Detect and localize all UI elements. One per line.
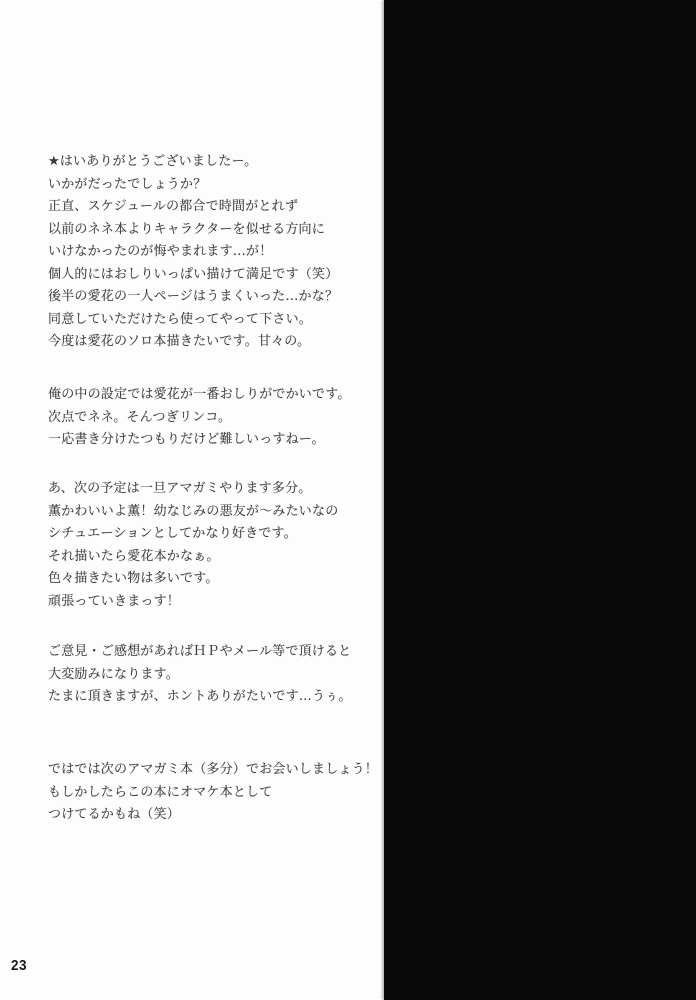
afterword-line: いかがだったでしょうか？ — [48, 176, 207, 192]
afterword-line: それ描いたら愛花本かなぁ。 — [48, 548, 220, 564]
afterword-paragraph-5 — [48, 759, 378, 827]
afterword-line: 個人的にはおしりいっぱい描けて満足です（笑） — [48, 266, 339, 282]
afterword-line: つけてるかもね（笑） — [48, 807, 181, 822]
afterword-line: 一応書き分けたつもりだけど難しいっすねー。 — [48, 432, 325, 447]
afterword-line: ご意見・ご感想があればＨＰやメール等で頂けると — [48, 644, 352, 659]
afterword-line: いけなかったのが悔やまれます…が！ — [48, 244, 273, 259]
afterword-line: 後半の愛花の一人ページはうまくいった…かな？ — [48, 289, 339, 304]
afterword-line: 以前のネネ本よりキャラクターを似せる方向に — [48, 221, 325, 237]
afterword-line: 頑張っていきまっす！ — [48, 593, 181, 609]
afterword-line: もしかしたらこの本にオマケ本として — [48, 784, 273, 800]
afterword-paragraph-1 — [48, 151, 338, 354]
afterword-line: 今度は愛花のソロ本描きたいです。甘々の。 — [48, 334, 311, 349]
afterword-line: 次点でネネ。そんつぎリンコ。 — [48, 409, 232, 425]
afterword-line: 同意していただけたら使ってやって下さい。 — [48, 311, 313, 327]
afterword-line: あ、次の予定は一旦アマガミやります多分。 — [48, 481, 312, 496]
afterword-line: ★はいありがとうございましたー。 — [48, 154, 258, 169]
afterword-paragraph-2 — [48, 384, 351, 452]
afterword-line: 正直、スケジュールの都合で時間がとれず — [48, 199, 299, 214]
afterword-line: ではでは次のアマガミ本（多分）でお会いしましょう！ — [48, 762, 379, 777]
afterword-line: たまに頂きますが、ホントありがたいです…うぅ。 — [48, 689, 352, 704]
right-black-panel — [384, 0, 696, 1000]
afterword-paragraph-4 — [48, 641, 352, 709]
afterword-line: 大変励みになります。 — [48, 666, 179, 682]
afterword-line: シチュエーションとしてかなり好きです。 — [48, 526, 297, 541]
page-number: 23 — [11, 957, 27, 974]
afterword-paragraph-3 — [48, 478, 338, 613]
afterword-line: 薫かわいいよ薫！幼なじみの悪友が～みたいなの — [48, 503, 339, 519]
afterword-line: 色々描きたい物は多いです。 — [48, 571, 219, 586]
afterword-line: 俺の中の設定では愛花が一番おしりがでかいです。 — [48, 387, 351, 402]
